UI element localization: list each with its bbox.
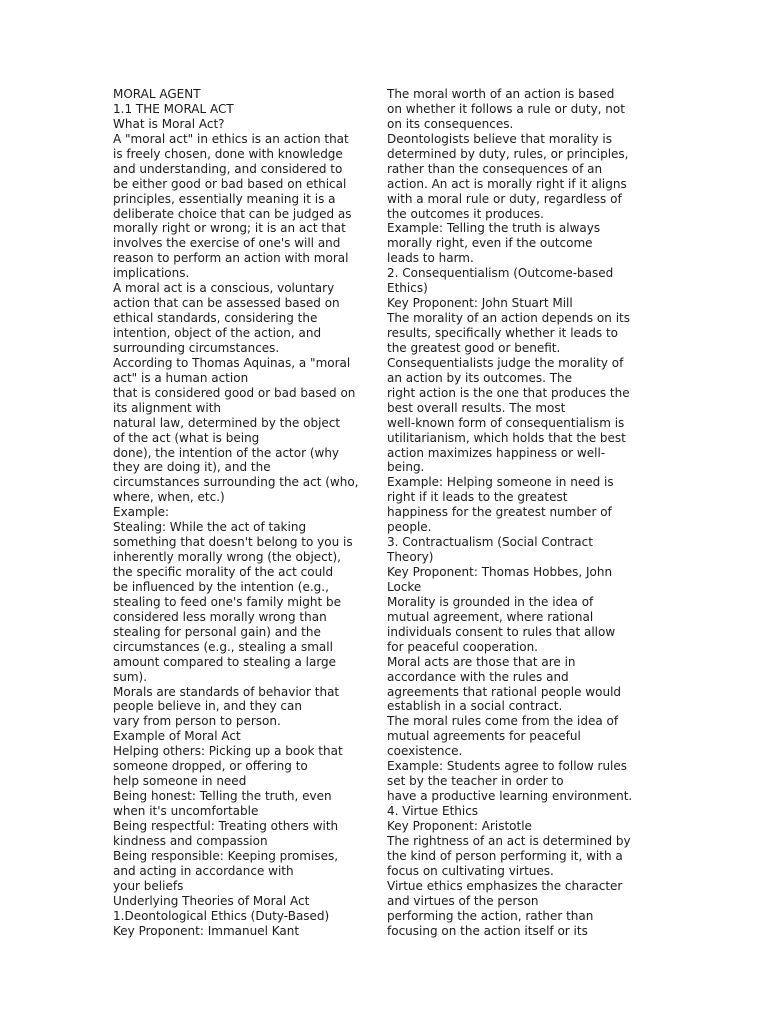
right-column-text-line: Example: Telling the truth is always <box>387 221 601 236</box>
left-column-text-line: sum). <box>113 669 148 684</box>
right-column-text-line: right action is the one that produces the <box>387 385 630 400</box>
right-column-text-line: being. <box>387 460 425 475</box>
left-column-text-line: Stealing: While the act of taking <box>113 520 307 535</box>
left-column-text-line: circumstances (e.g., stealing a small <box>113 639 333 654</box>
left-column-text-line: when it's uncomfortable <box>113 804 259 818</box>
right-column-text-line: rather than the consequences of an <box>387 161 603 176</box>
left-column-text-line: Being honest: Telling the truth, even <box>113 789 332 804</box>
right-column-text-line: on its consequences. <box>387 116 514 131</box>
left-column-text-line: stealing for personal gain) and the <box>113 624 321 639</box>
left-column-text-line: 1.1 THE MORAL ACT <box>113 101 234 116</box>
left-column-text-line: morally right or wrong; it is an act that <box>113 221 346 236</box>
left-column-text-line: What is Moral Act? <box>113 116 225 131</box>
right-column-text-line: and virtues of the person <box>387 893 539 908</box>
left-column-text-line: of the act (what is being <box>113 430 260 445</box>
left-text-column <box>113 87 373 938</box>
right-column-text-line: an action by its outcomes. The <box>387 370 573 385</box>
right-column-text-line: Key Proponent: Aristotle <box>387 818 532 833</box>
left-column-text-line: Underlying Theories of Moral Act <box>113 893 310 908</box>
left-column-text-line: surrounding circumstances. <box>113 340 280 355</box>
right-column-text-line: Theory) <box>387 550 434 565</box>
right-column-text-line: Locke <box>387 579 422 594</box>
right-column-text-line: Key Proponent: Thomas Hobbes, John <box>387 565 613 579</box>
left-column-text-line: intention, object of the action, and <box>113 326 322 340</box>
left-column-text-line: inherently morally wrong (the object), <box>113 550 341 565</box>
right-column-text-line: Example: Students agree to follow rules <box>387 759 628 774</box>
left-column-text-line: something that doesn't belong to you is <box>113 535 353 550</box>
left-column-text-line: ethical standards, considering the <box>113 311 318 326</box>
right-column-text-line: action maximizes happiness or well- <box>387 445 606 460</box>
right-column-text-line: well-known form of consequentialism is <box>387 415 625 430</box>
right-column-text-line: utilitarianism, which holds that the best <box>387 430 626 445</box>
left-column-text-line: is freely chosen, done with knowledge <box>113 146 343 161</box>
left-column-text-line: Key Proponent: Immanuel Kant <box>113 923 300 938</box>
left-column-text-line: and understanding, and considered to <box>113 161 343 176</box>
left-column-text-line: Being respectful: Treating others with <box>113 818 339 833</box>
left-column-text-line: natural law, determined by the object <box>113 415 341 430</box>
right-column-text-line: leads to harm. <box>387 251 474 266</box>
left-column-text-line: kindness and compassion <box>113 833 268 848</box>
left-column-text-line: act" is a human action <box>113 370 249 385</box>
right-column-text-line: Example: Helping someone in need is <box>387 475 614 490</box>
right-column-text-line: Consequentialists judge the morality of <box>387 355 624 370</box>
left-column-text-line: action that can be assessed based on <box>113 296 340 311</box>
right-column-text-line: The rightness of an act is determined by <box>387 833 631 848</box>
right-column-text-line: 3. Contractualism (Social Contract <box>387 535 593 550</box>
left-column-text-line: done), the intention of the actor (why <box>113 445 340 460</box>
right-column-text-line: mutual agreements for peaceful <box>387 729 581 744</box>
right-column-text-line: accordance with the rules and <box>387 669 569 684</box>
right-column-text-line: Deontologists believe that morality is <box>387 131 612 146</box>
right-column-text-line: with a moral rule or duty, regardless of <box>387 191 622 206</box>
right-text-column <box>387 87 647 938</box>
left-column-text-line: its alignment with <box>113 400 222 415</box>
left-column-text-line: Helping others: Picking up a book that <box>113 744 343 759</box>
right-column-text-line: Morality is grounded in the idea of <box>387 594 594 609</box>
right-column-text-line: people. <box>387 520 432 535</box>
right-column-text-line: on whether it follows a rule or duty, not <box>387 101 625 116</box>
right-column-text-line: Virtue ethics emphasizes the character <box>387 878 623 893</box>
right-column-text-line: for peaceful cooperation. <box>387 639 538 654</box>
left-column-text-line: 1.Deontological Ethics (Duty-Based) <box>113 908 330 923</box>
right-column-text-line: the outcomes it produces. <box>387 206 544 221</box>
right-column-text-line: have a productive learning environment. <box>387 789 633 804</box>
left-column-text-line: Example of Moral Act <box>113 729 241 744</box>
right-column-text-line: focus on cultivating virtues. <box>387 863 554 878</box>
left-column-text-line: your beliefs <box>113 878 184 893</box>
right-column-text-line: right if it leads to the greatest <box>387 490 568 505</box>
right-column-text-line: individuals consent to rules that allow <box>387 624 616 639</box>
right-column-text-line: coexistence. <box>387 744 463 759</box>
right-column-text-line: results, specifically whether it leads to <box>387 326 619 340</box>
left-column-text-line: reason to perform an action with moral <box>113 251 349 266</box>
left-column-text-line: someone dropped, or offering to <box>113 759 308 774</box>
left-column-text-line: MORAL AGENT <box>113 87 201 101</box>
right-column-text-line: Moral acts are those that are in <box>387 654 576 669</box>
right-column-text-line: agreements that rational people would <box>387 684 622 699</box>
right-column-text-line: mutual agreement, where rational <box>387 609 594 624</box>
left-column-text-line: deliberate choice that can be judged as <box>113 206 352 221</box>
right-column-text-line: set by the teacher in order to <box>387 774 564 789</box>
left-column-text-line: help someone in need <box>113 774 247 789</box>
right-column-text-line: the kind of person performing it, with a <box>387 848 623 863</box>
left-column-text-line: amount compared to stealing a large <box>113 654 337 669</box>
left-column-text-line: be influenced by the intention (e.g., <box>113 579 329 594</box>
right-column-text-line: establish in a social contract. <box>387 699 563 714</box>
left-column-text-line: that is considered good or bad based on <box>113 385 356 400</box>
right-column-text-line: happiness for the greatest number of <box>387 505 612 520</box>
right-column-text-line: determined by duty, rules, or principles, <box>387 146 629 161</box>
right-column-text-line: The moral worth of an action is based <box>387 87 615 101</box>
left-column-text-line: they are doing it), and the <box>113 460 271 475</box>
left-column-text-line: involves the exercise of one's will and <box>113 236 341 251</box>
left-column-text-line: According to Thomas Aquinas, a "moral <box>113 355 351 370</box>
left-column-text-line: A "moral act" in ethics is an action that <box>113 131 349 146</box>
left-column-text-line: principles, essentially meaning it is a <box>113 191 336 206</box>
left-column-text-line: Example: <box>113 505 170 520</box>
left-column-text-line: A moral act is a conscious, voluntary <box>113 281 335 296</box>
right-column-text-line: action. An act is morally right if it aligns <box>387 176 627 191</box>
right-column-text-line: 2. Consequentialism (Outcome-based <box>387 266 614 281</box>
left-column-text-line: Being responsible: Keeping promises, <box>113 848 339 863</box>
left-column-text-line: and acting in accordance with <box>113 863 294 878</box>
right-column-text-line: the greatest good or benefit. <box>387 340 561 355</box>
right-column-text-line: morally right, even if the outcome <box>387 236 593 251</box>
left-column-text-line: be either good or bad based on ethical <box>113 176 347 191</box>
left-column-text-line: considered less morally wrong than <box>113 609 327 624</box>
left-column-text-line: the specific morality of the act could <box>113 565 334 579</box>
right-column-text-line: The morality of an action depends on its <box>387 311 630 326</box>
left-column-text-line: circumstances surrounding the act (who, <box>113 475 359 490</box>
right-column-text-line: 4. Virtue Ethics <box>387 804 479 818</box>
right-column-text-line: best overall results. The most <box>387 400 566 415</box>
left-column-text-line: vary from person to person. <box>113 714 281 729</box>
right-column-text-line: The moral rules come from the idea of <box>387 714 619 729</box>
left-column-text-line: stealing to feed one's family might be <box>113 594 341 609</box>
right-column-text-line: Key Proponent: John Stuart Mill <box>387 296 573 311</box>
right-column-text-line: Ethics) <box>387 281 428 296</box>
right-column-text-line: performing the action, rather than <box>387 908 594 923</box>
left-column-text-line: people believe in, and they can <box>113 699 302 714</box>
left-column-text-line: Morals are standards of behavior that <box>113 684 340 699</box>
right-column-text-line: focusing on the action itself or its <box>387 923 588 938</box>
left-column-text-line: where, when, etc.) <box>113 490 225 505</box>
left-column-text-line: implications. <box>113 266 190 281</box>
